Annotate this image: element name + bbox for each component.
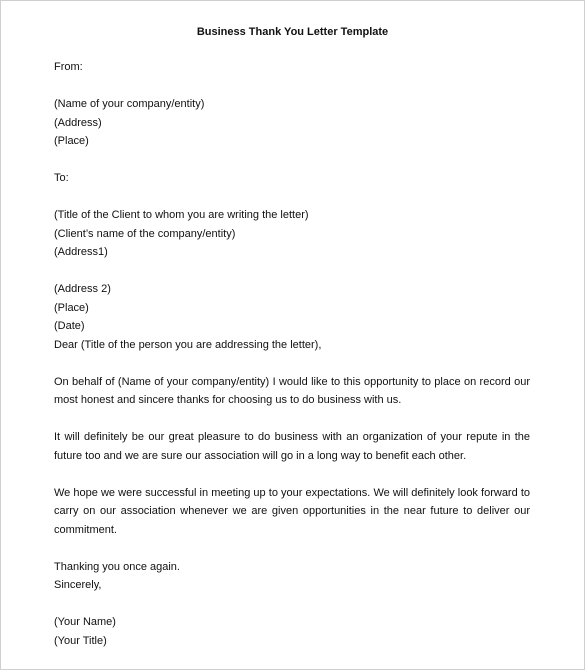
spacer	[54, 262, 530, 281]
salutation: Dear (Title of the person you are addressing the letter),	[54, 338, 322, 351]
spacer	[54, 151, 530, 170]
spacer	[54, 595, 530, 614]
spacer	[54, 354, 530, 373]
sender-address: (Address)	[54, 116, 102, 129]
from-label: From:	[54, 61, 83, 73]
letter-body	[54, 58, 530, 650]
spacer	[54, 188, 530, 207]
recipient-title: (Title of the Client to whom you are writing the letter)	[54, 209, 309, 221]
paragraph-1: On behalf of (Name of your company/entity) I would like to this opportunity to place on record our most honest and sincere thanks for choosing us to do business with us.	[54, 375, 530, 406]
closing-line: Thanking you once again.	[54, 560, 180, 573]
spacer	[54, 77, 530, 96]
recipient-address2: (Address 2)	[54, 283, 111, 295]
sign-off: Sincerely,	[54, 579, 102, 591]
paragraph-2: It will definitely be our great pleasure to do business with an organization of your repute in the future too and we are sure our association will go in a long way to benefit each other.	[54, 431, 530, 462]
signature-title: (Your Title)	[54, 634, 107, 647]
sender-place: (Place)	[54, 135, 89, 147]
document-title: Business Thank You Letter Template	[196, 26, 389, 38]
recipient-address1: (Address1)	[54, 246, 108, 258]
spacer	[54, 410, 530, 429]
signature-name: (Your Name)	[54, 616, 116, 628]
recipient-company: (Client’s name of the company/entity)	[54, 227, 236, 240]
spacer	[54, 465, 530, 484]
recipient-place: (Place)	[54, 301, 89, 314]
spacer	[54, 539, 530, 558]
to-label: To:	[54, 172, 69, 184]
paragraph-3: We hope we were successful in meeting up to your expectations. We will definitely look forward to carry on our association whenever we are given opportunities in the near future to deliver our commitment.	[54, 486, 530, 536]
recipient-date: (Date)	[54, 320, 85, 332]
sender-company: (Name of your company/entity)	[54, 98, 205, 110]
